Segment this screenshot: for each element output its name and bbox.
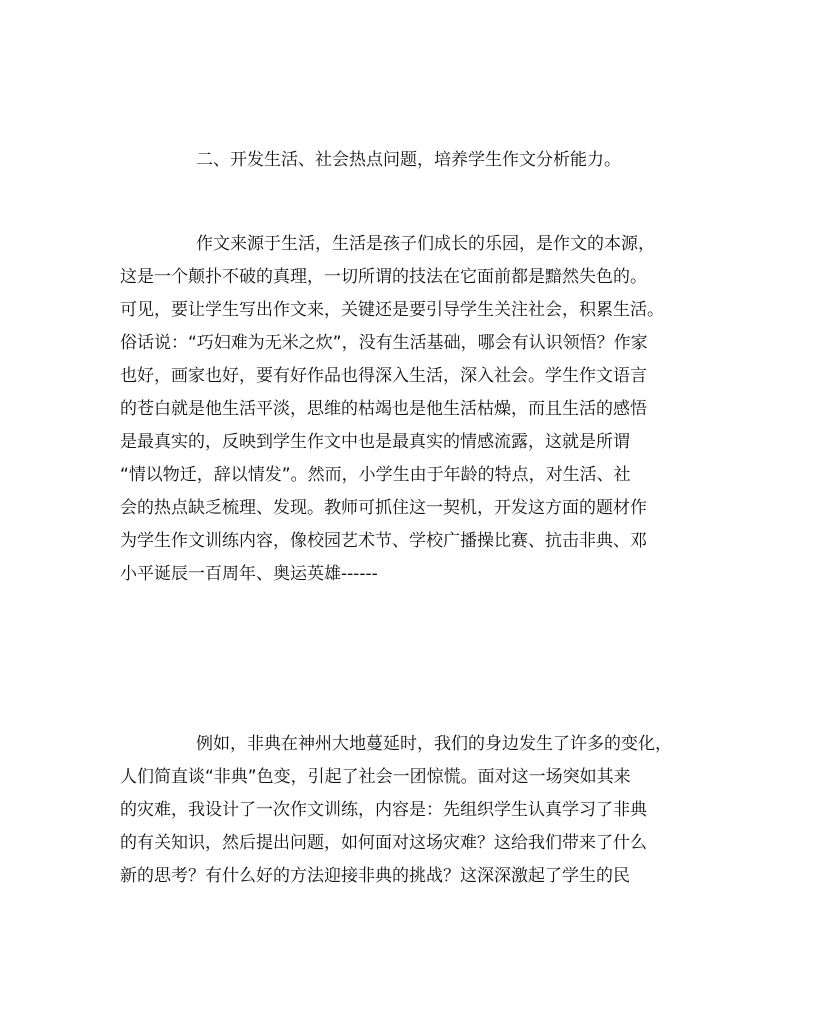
paragraph-line: 人们简直谈“非典”色变，引起了社会一团惊慌。面对这一场突如其来 (120, 767, 631, 787)
paragraph-sars-example (120, 728, 700, 893)
paragraph-line: 也好，画家也好，要有好作品也得深入生活，深入社会。学生作文语言 (120, 366, 647, 386)
paragraph-line: 为学生作文训练内容，像校园艺术节、学校广播操比赛、抗击非典、邓 (120, 531, 647, 551)
paragraph-line: 例如，非典在神州大地蔓延时，我们的身边发生了许多的变化， (196, 734, 672, 754)
paragraph-line: 小平诞辰一百周年、奥运英雄------ (120, 564, 378, 584)
paragraph-line: 这是一个颠扑不破的真理，一切所谓的技法在它面前都是黯然失色的。 (120, 267, 647, 287)
paragraph-line: 的苍白就是他生活平淡，思维的枯竭也是他生活枯燥，而且生活的感悟 (120, 399, 647, 419)
paragraph-line: 可见，要让学生写出作文来，关键还是要引导学生关注社会，积累生活。 (120, 300, 664, 320)
paragraph-line: 作文来源于生活，生活是孩子们成长的乐园，是作文的本源， (196, 234, 655, 254)
paragraph-line: 俗话说：“巧妇难为无米之炊”，没有生活基础，哪会有认识领悟？作家 (120, 333, 648, 353)
section-heading: 二、开发生活、社会热点问题，培养学生作文分析能力。 (196, 150, 621, 170)
paragraph-line: 的灾难，我设计了一次作文训练，内容是：先组织学生认真学习了非典 (120, 800, 647, 820)
paragraph-line: 是最真实的，反映到学生作文中也是最真实的情感流露，这就是所谓 (120, 432, 630, 452)
paragraph-line: 的有关知识，然后提出问题，如何面对这场灾难？这给我们带来了什么 (120, 833, 647, 853)
paragraph-line: “情以物迁，辞以情发”。然而，小学生由于年龄的特点，对生活、社 (120, 465, 631, 485)
paragraph-life-source (120, 228, 700, 591)
paragraph-line: 会的热点缺乏梳理、发现。教师可抓住这一契机，开发这方面的题材作 (120, 498, 647, 518)
paragraph-line: 新的思考？有什么好的方法迎接非典的挑战？这深深激起了学生的民 (120, 866, 630, 886)
